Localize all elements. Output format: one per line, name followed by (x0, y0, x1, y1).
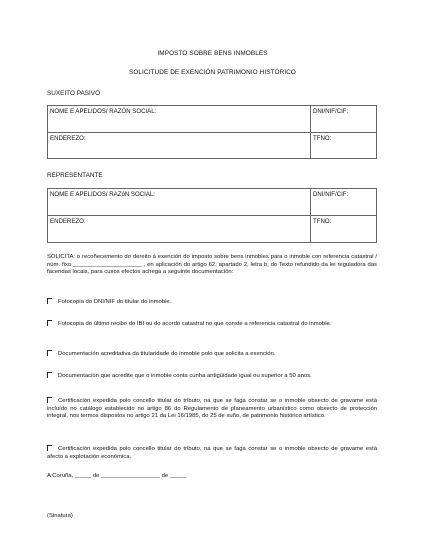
doc-item: Documentación acreditativa da titularidade do inmoble polo que solicita a exención. (47, 350, 377, 359)
rep-id-field[interactable]: DNI/NIF/CIF: (311, 189, 377, 216)
address-field[interactable]: ENDEREZO: (48, 133, 311, 159)
doc-item: Certificación expedida polo concello titular do tributo, na que se faga constar se o inmoble obxecto de gravame está afecto a explotación económica. (47, 446, 377, 460)
section-heading-representante: REPRESENTANTE (47, 172, 103, 179)
doc-item: Documentación que acredite que o inmoble conta cunha antigüidade igual ou superior a 50 anos. (47, 372, 377, 381)
checkbox-icon[interactable] (47, 397, 52, 403)
id-field[interactable]: DNI/NIF/CIF: (311, 106, 377, 133)
signature-label: (Sinatura) (47, 513, 73, 519)
solicita-paragraph: SOLICITA: o recoñecemento do dereito á exención do imposto sobre bens inmobles para o inmoble con referencia catastral / núm. fixo _____________________ , en aplicación do artigo 62, apartado 2, letra b, do Texto refundido da lei reguladora das facendas locais, para cuxos efectos achega a seguinte documentación: (47, 254, 377, 276)
doc-item: Fotocopia do último recibo do IBI ou do acordo catastral no que conste a referencia catastral do inmoble. (47, 320, 377, 329)
representante-table (47, 188, 377, 243)
checkbox-icon[interactable] (47, 372, 52, 378)
document-subtitle: SOLICITUDE DE EXENCIÓN PATRIMONIO HISTÓRICO (128, 69, 297, 76)
checkbox-icon[interactable] (47, 445, 52, 451)
rep-phone-field[interactable]: TFNO: (311, 216, 377, 243)
place-date-line[interactable]: A Coruña, _____ de __________________ de _____ (47, 473, 187, 479)
name-field[interactable]: NOME E APELIDOS/ RAZÓN SOCIAL: (48, 106, 311, 133)
checkbox-icon[interactable] (47, 350, 52, 356)
checkbox-icon[interactable] (47, 298, 52, 304)
document-title: IMPOSTO SOBRE BENS INMOBLES (157, 50, 268, 57)
doc-item: Certificación expedida polo concello titular do tributo, na que se faga constar se o inmoble obxecto de gravame está incluído no catálogo establecido no artigo 86 do Regulamento de planeamento urbanístico como obxecto de protección integral, nos termos dispostos no artigo 21 da Lei 16/1985, do 25 de xuño, de patrimonio histórico artístico. (47, 398, 377, 420)
doc-item: Fotocopia do DNI/NIF do titular do inmoble. (47, 298, 377, 307)
phone-field[interactable]: TFNO: (311, 133, 377, 159)
sujeto-pasivo-table (47, 105, 377, 159)
rep-name-field[interactable]: NOME E APELIDOS/ RAZóN SOCIAL: (48, 189, 311, 216)
section-heading-sujeto-pasivo: SUXEITO PASIVO (47, 90, 101, 97)
rep-address-field[interactable]: ENDEREZO: (48, 216, 311, 243)
checkbox-icon[interactable] (47, 320, 52, 326)
